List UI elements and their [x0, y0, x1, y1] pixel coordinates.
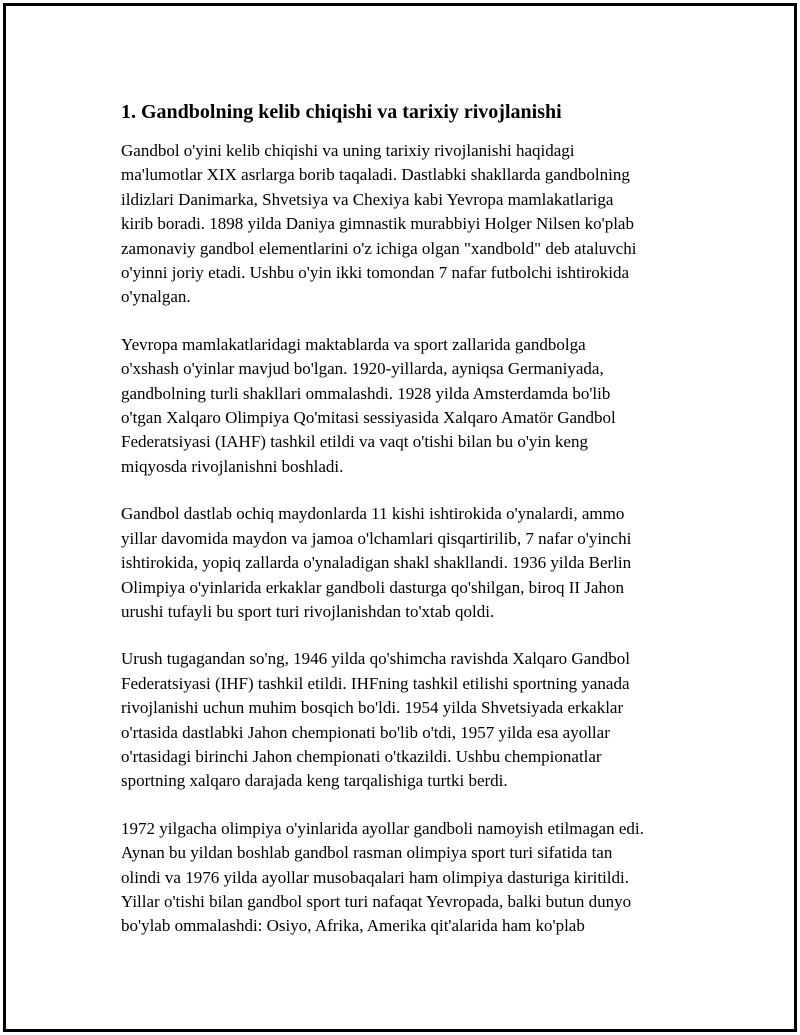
paragraph-line: Aynan bu yildan boshlab gandbol rasman olimpiya sport turi sifatida tan: [121, 843, 613, 863]
paragraph-line: Urush tugagandan so'ng, 1946 yilda qo'shimcha ravishda Xalqaro Gandbol: [121, 649, 630, 669]
paragraph-line: Federatsiyasi (IAHF) tashkil etildi va vaqt o'tishi bilan bu o'yin keng: [121, 432, 588, 452]
paragraph-line: o'rtasidagi birinchi Jahon chempionati o'tkazildi. Ushbu chempionatlar: [121, 746, 602, 766]
paragraph-line: yillar davomida maydon va jamoa o'lchamlari qisqartirilib, 7 nafar o'yinchi: [121, 528, 632, 548]
paragraph-line: Gandbol dastlab ochiq maydonlarda 11 kishi ishtirokida o'ynalardi, ammo: [121, 504, 625, 524]
paragraph-line: Yillar o'tishi bilan gandbol sport turi nafaqat Yevropada, balki butun dunyo: [121, 891, 632, 911]
paragraph-line: o'rtasida dastlabki Jahon chempionati bo'lib o'tdi, 1957 yilda esa ayollar: [121, 722, 610, 742]
paragraph: [121, 647, 701, 793]
paragraph-line: olindi va 1976 yilda ayollar musobaqalari ham olimpiya dasturiga kiritildi.: [121, 867, 630, 887]
paragraph-line: urushi tufayli bu sport turi rivojlanishdan to'xtab qoldi.: [121, 601, 495, 621]
page-frame: [3, 3, 797, 1032]
paragraph-line: o'yinni joriy etadi. Ushbu o'yin ikki tomondan 7 nafar futbolchi ishtirokida: [121, 263, 630, 283]
paragraph-line: gandbolning turli shakllari ommalashdi. 1928 yilda Amsterdamda bo'lib: [121, 383, 611, 403]
paragraph-line: Yevropa mamlakatlaridagi maktablarda va sport zallarida gandbolga: [121, 334, 586, 354]
paragraph-line: Federatsiyasi (IHF) tashkil etildi. IHFning tashkil etilishi sportning yanada: [121, 673, 630, 693]
paragraph: [121, 333, 701, 479]
document-body: [121, 98, 701, 962]
paragraph-line: sportning xalqaro darajada keng tarqalishiga turtki berdi.: [121, 771, 508, 791]
section-heading: 1. Gandbolning kelib chiqishi va tarixiy rivojlanishi: [121, 101, 562, 123]
paragraph-container: [121, 139, 701, 939]
paragraph-line: 1972 yilgacha olimpiya o'yinlarida ayollar gandboli namoyish etilmagan edi.: [121, 818, 644, 838]
paragraph-line: o'ynalgan.: [121, 287, 191, 307]
paragraph: [121, 139, 701, 310]
paragraph-line: ishtirokida, yopiq zallarda o'ynaladigan shakl shakllandi. 1936 yilda Berlin: [121, 553, 632, 573]
paragraph-line: rivojlanishi uchun muhim bosqich bo'ldi. 1954 yilda Shvetsiyada erkaklar: [121, 698, 624, 718]
paragraph-line: zamonaviy gandbol elementlarini o'z ichiga olgan "xandbold" deb ataluvchi: [121, 238, 637, 258]
paragraph-line: Olimpiya o'yinlarida erkaklar gandboli dasturga qo'shilgan, biroq II Jahon: [121, 577, 624, 597]
paragraph-line: o'tgan Xalqaro Olimpiya Qo'mitasi sessiyasida Xalqaro Amatör Gandbol: [121, 408, 616, 428]
paragraph-line: Gandbol o'yini kelib chiqishi va uning tarixiy rivojlanishi haqidagi: [121, 141, 575, 160]
paragraph-line: bo'ylab ommalashdi: Osiyo, Afrika, Amerika qit'alarida ham ko'plab: [121, 916, 585, 936]
paragraph-line: o'xshash o'yinlar mavjud bo'lgan. 1920-yillarda, ayniqsa Germaniyada,: [121, 359, 604, 379]
paragraph-line: miqyosda rivojlanishni boshladi.: [121, 456, 344, 476]
paragraph-line: kirib boradi. 1898 yilda Daniya gimnastik murabbiyi Holger Nilsen ko'plab: [121, 214, 634, 234]
paragraph-line: ma'lumotlar XIX asrlarga borib taqaladi. Dastlabki shakllarda gandbolning: [121, 165, 630, 185]
paragraph: [121, 817, 701, 939]
paragraph: [121, 502, 701, 624]
paragraph-line: ildizlari Danimarka, Shvetsiya va Chexiya kabi Yevropa mamlakatlariga: [121, 189, 614, 209]
